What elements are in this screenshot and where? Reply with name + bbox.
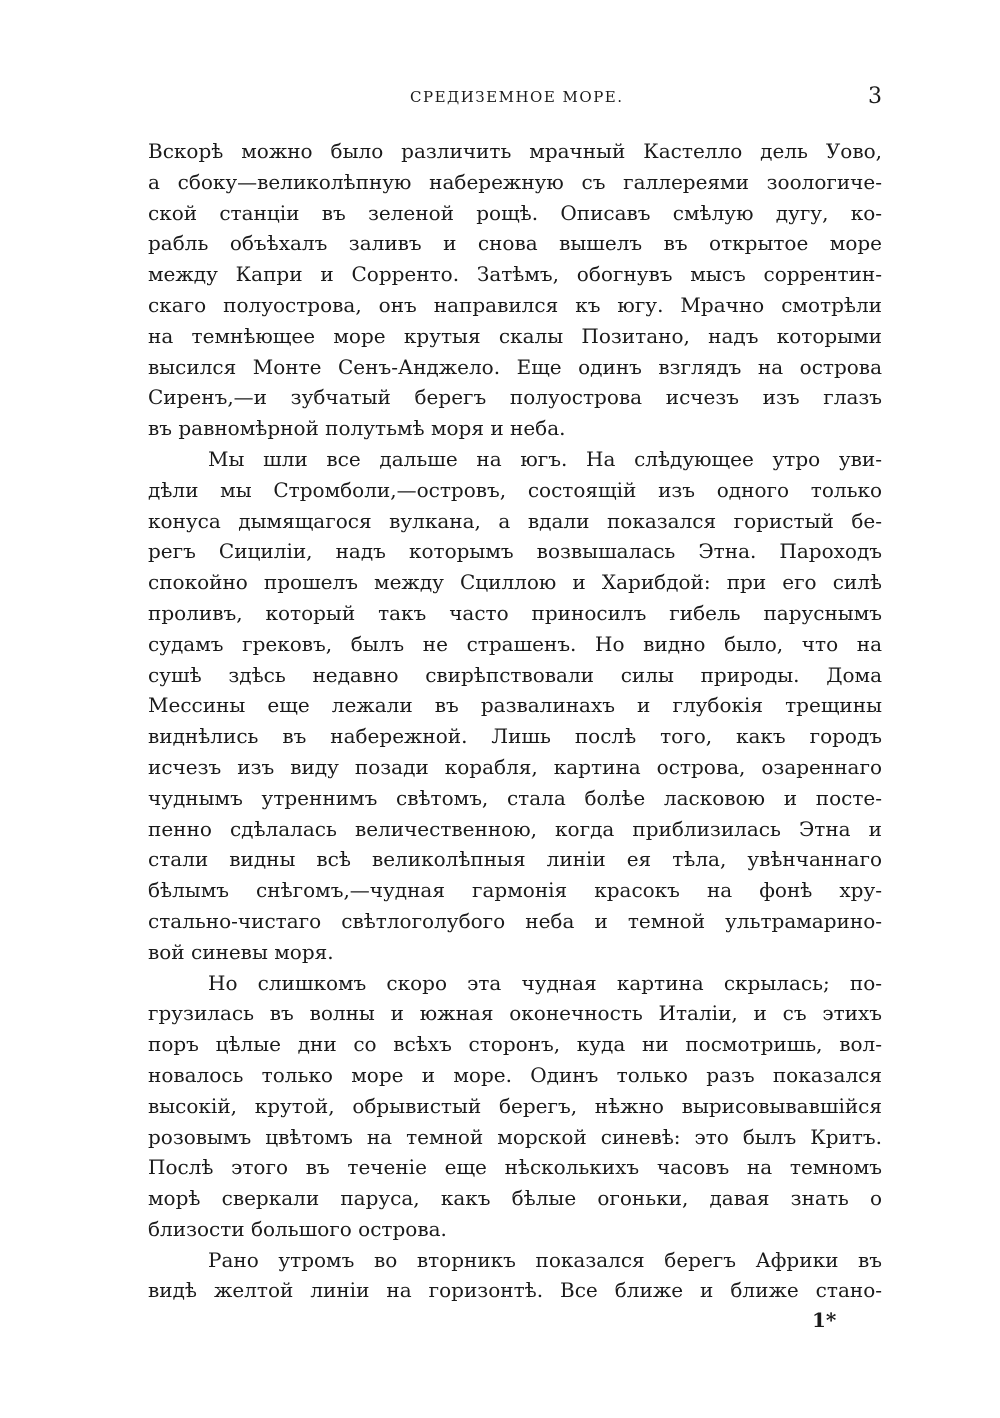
text-line: высился Монте Сенъ-Анджело. Еще одинъ взглядъ на острова [148,354,882,379]
text-line: стально-чистаго свѣтлоголубого неба и темной ультрамарино- [148,908,882,933]
text-line: на темнѣющее море крутыя скалы Позитано, надъ которыми [148,323,882,348]
paragraph-first-line: Рано утромъ во вторникъ показался берегъ Африки въ [208,1247,882,1272]
text-line: чуднымъ утреннимъ свѣтомъ, стала болѣе ласковою и посте- [148,785,882,810]
text-line: видѣ желтой линіи на горизонтѣ. Все ближе и ближе стано- [148,1278,882,1303]
text-line: пенно сдѣлалась величественною, когда приблизилась Этна и [148,816,882,841]
page-number: 3 [868,84,882,109]
text-line: стали видны всѣ великолѣпныя линіи ея тѣла, увѣнчаннаго [148,847,882,872]
text-line: рабль объѣхалъ заливъ и снова вышелъ въ открытое море [148,231,882,256]
text-line: а сбоку—великолѣпную набережную съ галлереями зоологиче- [148,169,882,194]
text-line: Послѣ этого въ теченіе еще нѣсколькихъ часовъ на темномъ [148,1155,882,1180]
text-line: виднѣлись въ набережной. Лишь послѣ того, какъ городъ [148,724,882,749]
text-line: конуса дымящагося вулкана, а вдали показался гористый бе- [148,508,882,533]
text-line: вой синевы моря. [148,939,334,964]
text-line: судамъ грековъ, былъ не страшенъ. Но видно было, что на [148,631,882,656]
text-line: Вскорѣ можно было различить мрачный Кастелло дель Уово, [148,139,882,163]
text-line: новалось только море и море. Одинъ только разъ показался [148,1062,882,1087]
paragraph-first-line: Мы шли все дальше на югъ. На слѣдующее утро уви- [208,446,882,471]
running-title: СРЕДИЗЕМНОЕ МОРЕ. [410,88,624,106]
text-line: бѣлымъ снѣгомъ,—чудная гармонія красокъ на фонѣ хру- [148,878,882,903]
text-line: морѣ сверкали паруса, какъ бѣлые огоньки, давая знать о [148,1186,882,1211]
text-line: дѣли мы Стромболи,—островъ, состоящій изъ одного только [148,477,882,502]
text-line: проливъ, который такъ часто приносилъ гибель паруснымъ [148,600,882,625]
text-line: исчезъ изъ виду позади корабля, картина острова, озареннаго [148,754,882,779]
text-line: между Капри и Сорренто. Затѣмъ, обогнувъ мысъ соррентин- [148,262,882,287]
text-line: въ равномѣрной полутьмѣ моря и неба. [148,416,566,441]
text-line: регъ Сициліи, надъ которымъ возвышалась Этна. Пароходъ [148,539,882,564]
text-line: скаго полуострова, онъ направился къ югу. Мрачно смотрѣли [148,292,882,317]
text-line: спокойно прошелъ между Сциллою и Харибдой: при его силѣ [148,570,882,595]
text-line: Сиренъ,—и зубчатый берегъ полуострова исчезъ изъ глазъ [148,385,882,410]
text-line: высокій, крутой, обрывистый берегъ, нѣжно вырисовывавшійся [148,1093,882,1118]
page-header [148,84,882,118]
text-line: розовымъ цвѣтомъ на темной морской синевѣ: это былъ Критъ. [148,1124,882,1149]
text-line: поръ цѣлые дни со всѣхъ сторонъ, куда ни посмотришь, вол- [148,1032,882,1057]
text-line: сушѣ здѣсь недавно свирѣпствовали силы природы. Дома [148,662,882,687]
text-line: грузилась въ волны и южная оконечность Италіи, и съ этихъ [148,1001,882,1026]
text-line: близости большого острова. [148,1216,447,1241]
text-line: Мессины еще лежали въ развалинахъ и глубокія трещины [148,693,882,718]
text-line: ской станціи въ зеленой рощѣ. Описавъ смѣлую дугу, ко- [148,200,882,225]
signature-mark: 1* [812,1308,837,1332]
paragraph-first-line: Но слишкомъ скоро эта чудная картина скрылась; по- [208,970,882,995]
body-text [148,136,882,1306]
